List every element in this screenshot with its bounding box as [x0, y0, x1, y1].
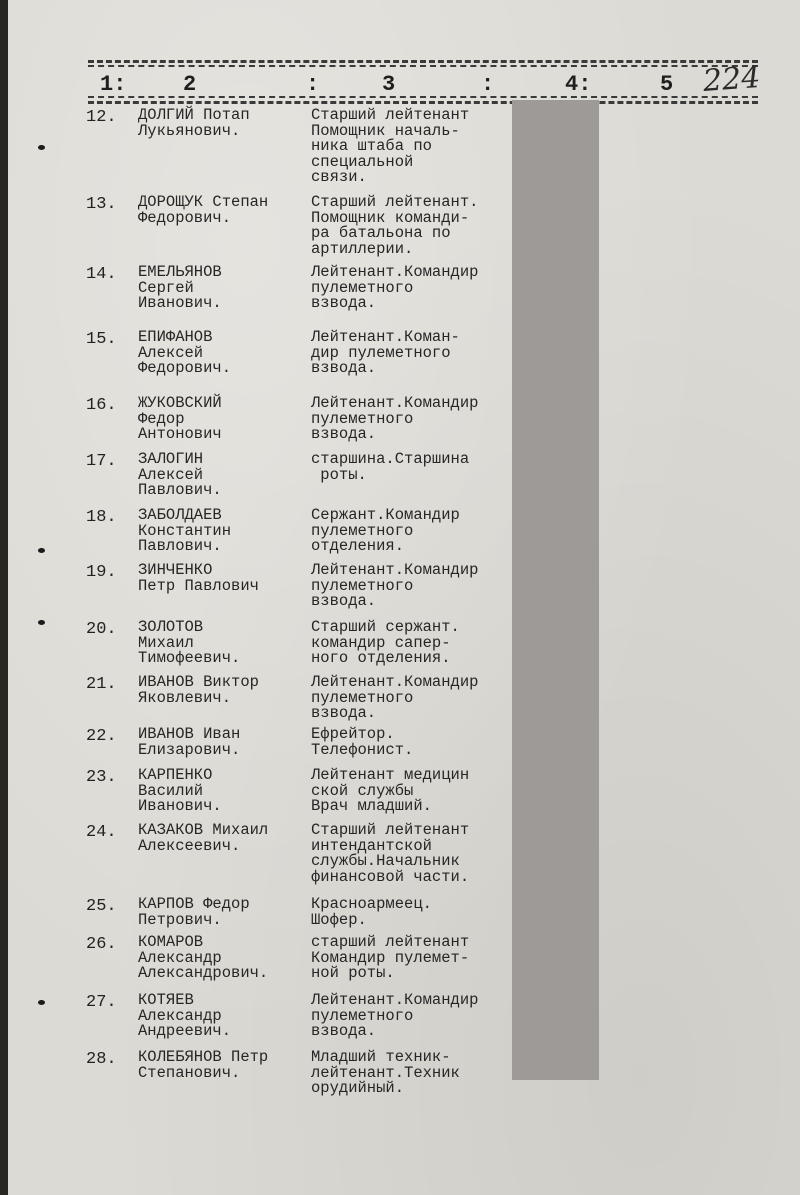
- row-number: 28.: [86, 1050, 117, 1069]
- rank-and-position: Лейтенант.Командир пулеметного взвода.: [311, 561, 479, 610]
- row-number: 25.: [86, 897, 117, 916]
- rank-and-position: Сержант.Командир пулеметного отделения.: [311, 506, 460, 555]
- row-number: 14.: [86, 265, 117, 284]
- person-name: ЖУКОВСКИЙ Федор Антонович: [138, 394, 222, 443]
- column-header-3: 3: [382, 72, 396, 97]
- rank-and-position: Лейтенант.Командир пулеметного взвода.: [311, 673, 479, 722]
- person-name: ЗИНЧЕНКО Петр Павлович: [138, 561, 259, 595]
- rank-and-position: Лейтенант.Коман- дир пулеметного взвода.: [311, 328, 460, 377]
- person-name: КАРПОВ Федор Петрович.: [138, 895, 250, 929]
- column-header-2: 2: [183, 72, 197, 97]
- rank-and-position: Старший лейтенант. Помощник команди- ра батальона по артиллерии.: [311, 193, 479, 258]
- row-number: 16.: [86, 396, 117, 415]
- rank-and-position: Младший техник- лейтенант.Техник орудийный.: [311, 1048, 460, 1097]
- column-header-5: 5: [660, 72, 674, 97]
- rank-and-position: Лейтенант.Командир пулеметного взвода.: [311, 263, 479, 312]
- person-name: КАЗАКОВ Михаил Алексеевич.: [138, 821, 269, 855]
- row-number: 26.: [86, 935, 117, 954]
- header-rule-top-inner: [88, 65, 758, 67]
- row-number: 17.: [86, 452, 117, 471]
- rank-and-position: Ефрейтор. Телефонист.: [311, 725, 414, 759]
- row-number: 13.: [86, 195, 117, 214]
- person-name: ДОРОЩУК Степан Федорович.: [138, 193, 269, 227]
- column-header-1: 1:: [100, 72, 127, 97]
- person-name: КОЛЕБЯНОВ Петр Степанович.: [138, 1048, 269, 1082]
- row-number: 22.: [86, 727, 117, 746]
- person-name: ЗАЛОГИН Алексей Павлович.: [138, 450, 222, 499]
- person-name: ЕМЕЛЬЯНОВ Сергей Иванович.: [138, 263, 222, 312]
- rank-and-position: старший лейтенант Командир пулемет- ной роты.: [311, 933, 470, 982]
- person-name: КАРПЕНКО Василий Иванович.: [138, 766, 222, 815]
- header-rule-bottom: [88, 101, 758, 104]
- rank-and-position: Старший лейтенант Помощник началь- ника штаба по специальной связи.: [311, 106, 470, 186]
- row-number: 24.: [86, 823, 117, 842]
- rank-and-position: Старший сержант. командир сапер- ного отделения.: [311, 618, 460, 667]
- person-name: ЕПИФАНОВ Алексей Федорович.: [138, 328, 232, 377]
- person-name: ИВАНОВ Виктор Яковлевич.: [138, 673, 259, 707]
- person-name: ЗОЛОТОВ Михаил Тимофеевич.: [138, 618, 241, 667]
- rank-and-position: Красноармеец. Шофер.: [311, 895, 432, 929]
- header-rule-top: [88, 60, 758, 63]
- redaction-block: [512, 100, 599, 1080]
- binding-hole-mark: [38, 145, 45, 150]
- rank-and-position: Лейтенант медицин ской службы Врач младший.: [311, 766, 470, 815]
- person-name: КОТЯЕВ Александр Андреевич.: [138, 991, 232, 1040]
- column-header-4: 4:: [565, 72, 592, 97]
- binding-hole-mark: [38, 620, 45, 625]
- person-name: ИВАНОВ Иван Елизарович.: [138, 725, 241, 759]
- rank-and-position: Старший лейтенант интендантской службы.Начальник финансовой части.: [311, 821, 470, 886]
- header-rule-bottom-inner: [88, 96, 758, 98]
- person-name: КОМАРОВ Александр Александрович.: [138, 933, 269, 982]
- row-number: 20.: [86, 620, 117, 639]
- rank-and-position: Лейтенант.Командир пулеметного взвода.: [311, 394, 479, 443]
- binding-hole-mark: [38, 548, 45, 553]
- row-number: 23.: [86, 768, 117, 787]
- row-number: 15.: [86, 330, 117, 349]
- rank-and-position: Лейтенант.Командир пулеметного взвода.: [311, 991, 479, 1040]
- row-number: 12.: [86, 108, 117, 127]
- person-name: ДОЛГИЙ Потап Лукьянович.: [138, 106, 250, 140]
- binding-hole-mark: [38, 1000, 45, 1005]
- person-name: ЗАБОЛДАЕВ Константин Павлович.: [138, 506, 232, 555]
- row-number: 21.: [86, 675, 117, 694]
- column-separator: :: [481, 72, 495, 97]
- row-number: 27.: [86, 993, 117, 1012]
- handwritten-sheet-number: 224: [701, 60, 762, 99]
- row-number: 18.: [86, 508, 117, 527]
- column-separator: :: [306, 72, 320, 97]
- row-number: 19.: [86, 563, 117, 582]
- rank-and-position: старшина.Старшина роты.: [311, 450, 470, 484]
- document-page: [8, 0, 800, 1195]
